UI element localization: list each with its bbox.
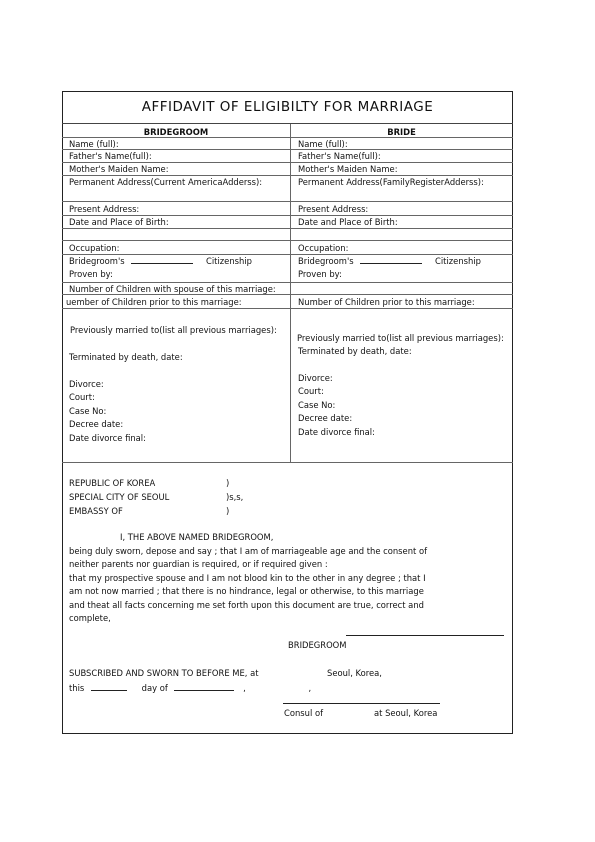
bride-header: BRIDE <box>387 127 416 137</box>
bride-name-label: Name (full): <box>298 139 348 149</box>
row-divider <box>62 215 513 216</box>
row-divider <box>62 254 513 255</box>
comma: , <box>243 683 246 693</box>
venue-ss: )s,s, <box>226 492 244 502</box>
bride-proven-label: Proven by: <box>298 269 342 279</box>
consul-label: Consul of <box>284 708 324 718</box>
groom-citizenship-row <box>69 256 252 266</box>
bride-citizenship-suffix: Citizenship <box>434 256 481 266</box>
bride-prev-married-label: Previously married to(list all previous marriages): <box>297 333 504 343</box>
oath-line: am not now married ; that there is no hindrance, legal or otherwise, to this marriage <box>69 586 424 596</box>
bridegroom-header: BRIDEGROOM <box>143 127 209 137</box>
bride-citizenship-prefix: Bridegroom's <box>298 256 354 266</box>
sworn-location: Seoul, Korea, <box>327 668 382 678</box>
groom-terminated-label: Terminated by death, date: <box>69 352 183 362</box>
groom-decree-label: Decree date: <box>69 419 124 429</box>
bride-father-label: Father's Name(full): <box>298 151 381 161</box>
groom-case-no-label: Case No: <box>69 406 107 416</box>
children-with-spouse-label: Number of Children with spouse of this marriage: <box>69 284 276 294</box>
bride-divorce-final-label: Date divorce final: <box>298 427 375 437</box>
row-divider <box>62 282 513 283</box>
venue-paren: ) <box>226 506 230 516</box>
row-divider <box>62 175 513 176</box>
month-blank[interactable] <box>174 683 234 691</box>
row-divider <box>62 308 513 309</box>
groom-proven-label: Proven by: <box>69 269 113 279</box>
bride-decree-label: Decree date: <box>298 413 353 423</box>
bride-birth-label: Date and Place of Birth: <box>298 217 398 227</box>
groom-father-label: Father's Name(full): <box>69 151 152 161</box>
sworn-date-row <box>69 683 311 693</box>
consul-signature-line[interactable] <box>283 703 440 704</box>
bride-permanent-address-label: Permanent Address(FamilyRegisterAdderss): <box>298 177 484 187</box>
row-divider <box>62 201 513 202</box>
row-divider <box>62 228 513 229</box>
day-blank[interactable] <box>91 683 127 691</box>
row-divider <box>62 149 513 150</box>
groom-prev-married-label: Previously married to(list all previous marriages): <box>70 325 277 335</box>
bride-mother-label: Mother's Maiden Name: <box>298 164 398 174</box>
oath-line: complete, <box>69 613 111 623</box>
form-title: AFFIDAVIT OF ELIGIBILTY FOR MARRIAGE <box>62 91 513 124</box>
subscribed-label: SUBSCRIBED AND SWORN TO BEFORE ME, at <box>69 668 259 678</box>
bride-terminated-label: Terminated by death, date: <box>298 346 412 356</box>
bride-present-address-label: Present Address: <box>298 204 369 214</box>
bridegroom-signature-label: BRIDEGROOM <box>288 640 347 650</box>
groom-mother-label: Mother's Maiden Name: <box>69 164 169 174</box>
row-divider <box>62 240 513 241</box>
groom-divorce-label: Divorce: <box>69 379 104 389</box>
venue-embassy: EMBASSY OF <box>69 506 123 516</box>
groom-citizenship-prefix: Bridegroom's <box>69 256 125 266</box>
groom-permanent-address-label: Permanent Address(Current AmericaAdderss): <box>69 177 263 187</box>
row-divider <box>62 162 513 163</box>
groom-children-prior-label: uember of Children prior to this marriage: <box>66 297 242 307</box>
section-divider <box>62 462 513 463</box>
bride-citizenship-row <box>298 256 481 266</box>
groom-citizenship-suffix: Citizenship <box>205 256 252 266</box>
oath-line: being duly sworn, depose and say ; that I am of marriageable age and the consent of <box>69 546 428 556</box>
bride-case-no-label: Case No: <box>298 400 336 410</box>
this-label: this <box>69 683 85 693</box>
groom-birth-label: Date and Place of Birth: <box>69 217 169 227</box>
row-divider <box>62 294 513 295</box>
oath-line: and theat all facts concerning me set forth upon this document are true, correct and <box>69 600 424 610</box>
oath-line: that my prospective spouse and I am not blood kin to the other in any degree ; that I <box>69 573 426 583</box>
groom-name-label: Name (full): <box>69 139 119 149</box>
comma: , <box>308 683 312 693</box>
oath-intro: I, THE ABOVE NAMED BRIDEGROOM, <box>120 532 274 542</box>
venue-paren: ) <box>226 478 230 488</box>
bridegroom-signature-line[interactable] <box>346 635 504 636</box>
bride-occupation-label: Occupation: <box>298 243 349 253</box>
form-border <box>62 91 513 734</box>
groom-present-address-label: Present Address: <box>69 204 140 214</box>
bride-court-label: Court: <box>298 386 324 396</box>
groom-court-label: Court: <box>69 392 95 402</box>
oath-line: neither parents nor guardian is required, or if required given : <box>69 559 328 569</box>
venue-republic: REPUBLIC OF KOREA <box>69 478 156 488</box>
row-divider <box>62 137 513 138</box>
groom-citizenship-blank[interactable] <box>131 256 193 264</box>
bride-children-prior-label: Number of Children prior to this marriage: <box>298 297 475 307</box>
bride-citizenship-blank[interactable] <box>360 256 422 264</box>
day-of-label: day of <box>141 683 168 693</box>
consul-at-label: at Seoul, Korea <box>374 708 438 718</box>
venue-seoul: SPECIAL CITY OF SEOUL <box>69 492 170 502</box>
groom-divorce-final-label: Date divorce final: <box>69 433 146 443</box>
bride-divorce-label: Divorce: <box>298 373 333 383</box>
groom-occupation-label: Occupation: <box>69 243 120 253</box>
